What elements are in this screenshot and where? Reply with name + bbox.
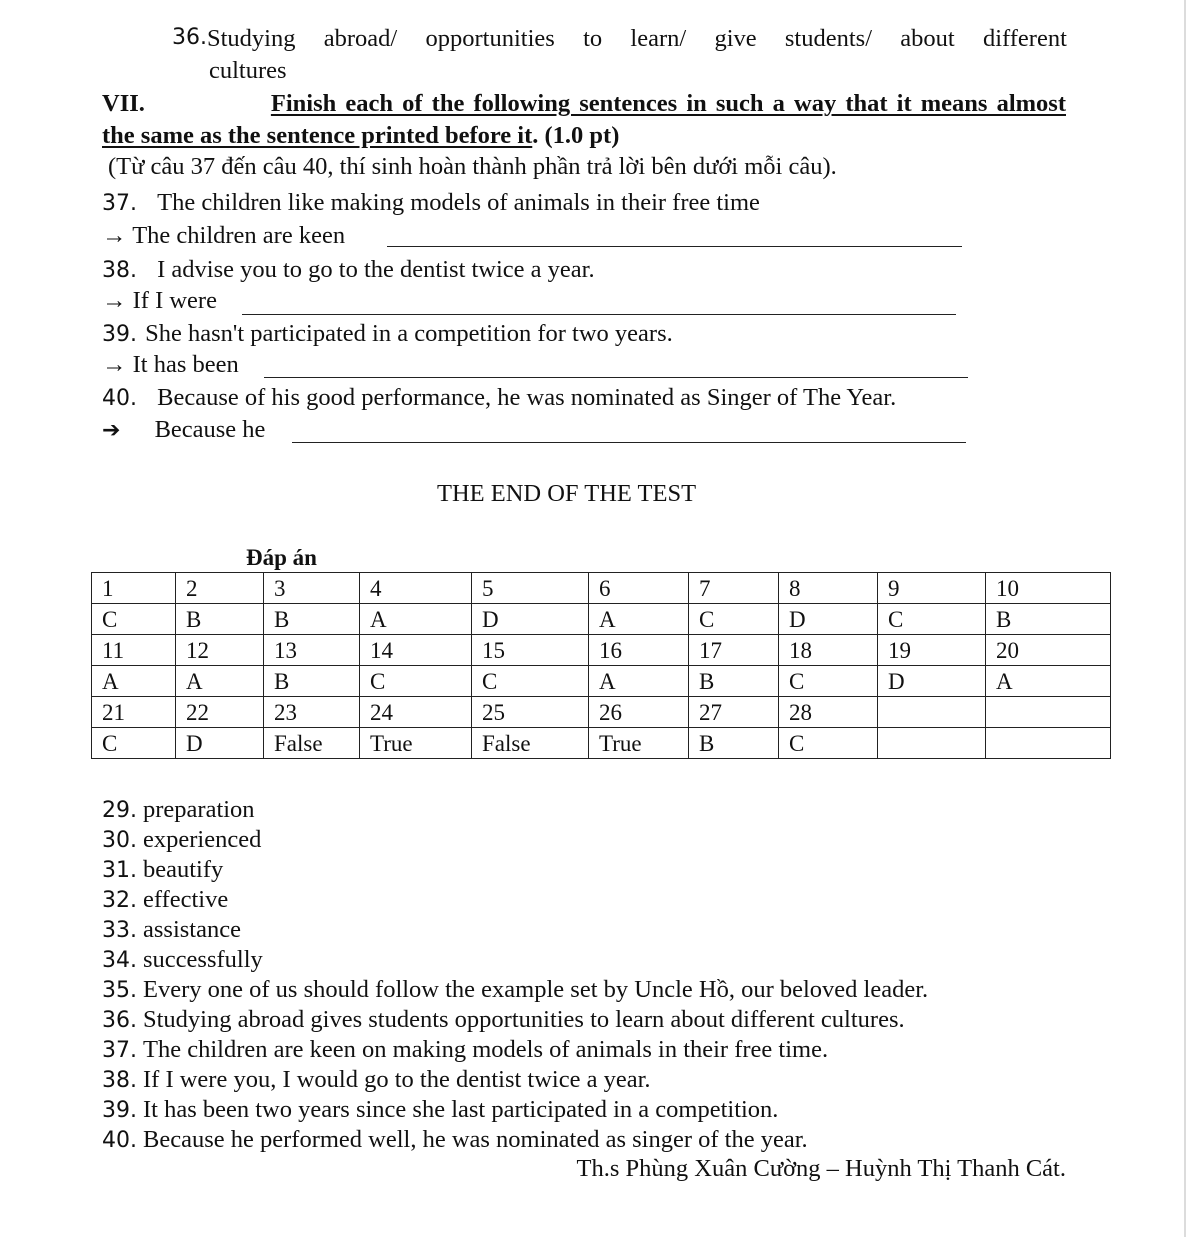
table-cell: B <box>689 666 779 697</box>
section-instruction: (Từ câu 37 đến câu 40, thí sinh hoàn thành phần trả lời bên dưới mỗi câu). <box>108 153 837 180</box>
arrow-icon: ➔ <box>102 418 121 443</box>
arrow-icon: → <box>102 287 127 314</box>
list-item <box>102 1008 905 1033</box>
list-item <box>102 1098 778 1123</box>
table-cell: 16 <box>589 635 689 666</box>
author-signature: Th.s Phùng Xuân Cường – Huỳnh Thị Thanh Cát. <box>576 1155 1066 1182</box>
table-cell: True <box>589 728 689 759</box>
table-cell: 4 <box>360 573 472 604</box>
answer-number: 37. <box>102 1038 137 1063</box>
table-row <box>92 728 1111 759</box>
q36-prompt <box>172 27 1067 52</box>
table-cell: 27 <box>689 697 779 728</box>
answer-start: The children are keen <box>132 222 346 249</box>
table-cell: 13 <box>264 635 360 666</box>
q36-word: about <box>900 25 955 52</box>
q36-word: learn/ <box>630 25 687 52</box>
end-of-test: THE END OF THE TEST <box>437 480 697 507</box>
table-cell: C <box>779 666 878 697</box>
table-cell: 14 <box>360 635 472 666</box>
table-cell: 3 <box>264 573 360 604</box>
list-item <box>102 888 228 913</box>
table-row <box>92 697 1111 728</box>
answer-text: It has been two years since she last participated in a competition. <box>143 1096 779 1123</box>
item-sentence: I advise you to go to the dentist twice a year. <box>157 256 595 283</box>
answer-text: successfully <box>143 946 263 973</box>
list-item <box>102 978 928 1003</box>
table-cell: B <box>986 604 1111 635</box>
table-cell: 1 <box>92 573 176 604</box>
table-cell: 5 <box>472 573 589 604</box>
table-row <box>92 604 1111 635</box>
item-number: 38. <box>102 258 137 283</box>
table-cell: False <box>472 728 589 759</box>
table-cell: D <box>779 604 878 635</box>
answer-number: 35. <box>102 978 137 1003</box>
table-cell: 19 <box>878 635 986 666</box>
answer-text: assistance <box>143 916 241 943</box>
arrow-icon: → <box>102 351 127 378</box>
table-cell: 26 <box>589 697 689 728</box>
answer-start: If I were <box>132 287 217 314</box>
table-cell: C <box>779 728 878 759</box>
table-cell: B <box>264 666 360 697</box>
rewrite-answer-40 <box>102 418 265 443</box>
answer-start: It has been <box>132 351 239 378</box>
table-cell: B <box>264 604 360 635</box>
table-cell: True <box>360 728 472 759</box>
item-number: 39. <box>102 322 137 347</box>
list-item <box>102 1068 651 1093</box>
table-cell: C <box>360 666 472 697</box>
list-item <box>102 948 263 973</box>
table-cell: A <box>176 666 264 697</box>
table-row <box>92 573 1111 604</box>
answer-number: 31. <box>102 858 137 883</box>
table-cell: 25 <box>472 697 589 728</box>
list-item <box>102 918 241 943</box>
table-cell <box>878 728 986 759</box>
item-sentence: The children like making models of animals in their free time <box>157 189 760 216</box>
item-sentence: Because of his good performance, he was nominated as Singer of The Year. <box>157 384 897 411</box>
table-row <box>92 666 1111 697</box>
answer-key-title: Đáp án <box>246 545 317 570</box>
answer-blank-38[interactable] <box>242 314 956 315</box>
list-item <box>102 828 261 853</box>
rewrite-item-38 <box>102 258 595 283</box>
answer-text: preparation <box>143 796 255 823</box>
item-number: 40. <box>102 386 137 411</box>
q36-word: give <box>714 25 757 52</box>
table-cell: C <box>689 604 779 635</box>
section-vii-heading-line1 <box>102 92 1066 117</box>
table-cell: 24 <box>360 697 472 728</box>
answer-text: experienced <box>143 826 262 853</box>
answer-number: 33. <box>102 918 137 943</box>
answer-key-body <box>92 573 1111 759</box>
answer-number: 38. <box>102 1068 137 1093</box>
q36-word: Studying <box>207 25 296 52</box>
section-vii-heading-line2 <box>102 124 619 149</box>
section-number: VII. <box>102 90 145 117</box>
table-cell: 21 <box>92 697 176 728</box>
answer-text: effective <box>143 886 229 913</box>
q36-word: abroad/ <box>323 25 398 52</box>
rewrite-answer-38 <box>102 289 217 314</box>
table-cell: 28 <box>779 697 878 728</box>
list-item <box>102 858 223 883</box>
table-cell: False <box>264 728 360 759</box>
answer-blank-39[interactable] <box>264 377 968 378</box>
answer-number: 32. <box>102 888 137 913</box>
table-cell: 17 <box>689 635 779 666</box>
table-cell: A <box>589 666 689 697</box>
table-cell <box>986 728 1111 759</box>
q36-line1 <box>172 27 1067 52</box>
table-cell: A <box>589 604 689 635</box>
answer-number: 29. <box>102 798 137 823</box>
table-cell: C <box>472 666 589 697</box>
answer-text: Every one of us should follow the example set by Uncle Hồ, our beloved leader. <box>143 976 929 1003</box>
answer-number: 30. <box>102 828 137 853</box>
answer-text: Studying abroad gives students opportunities to learn about different cultures. <box>143 1006 905 1033</box>
table-cell: B <box>176 604 264 635</box>
table-cell: 10 <box>986 573 1111 604</box>
list-item <box>102 798 255 823</box>
table-cell: 8 <box>779 573 878 604</box>
table-cell: 11 <box>92 635 176 666</box>
table-cell: 12 <box>176 635 264 666</box>
right-edge-divider <box>1184 0 1186 1237</box>
table-cell: 18 <box>779 635 878 666</box>
section-heading-points: . (1.0 pt) <box>532 122 620 149</box>
item-sentence: She hasn't participated in a competition for two years. <box>145 320 673 347</box>
table-cell: D <box>878 666 986 697</box>
table-cell: 6 <box>589 573 689 604</box>
table-cell: C <box>878 604 986 635</box>
answer-number: 39. <box>102 1098 137 1123</box>
rewrite-item-39 <box>102 322 673 347</box>
table-cell: D <box>472 604 589 635</box>
section-heading-underlined-2: the same as the sentence printed before it <box>102 122 533 149</box>
table-cell: B <box>689 728 779 759</box>
table-cell: 20 <box>986 635 1111 666</box>
answer-text: Because he performed well, he was nominated as singer of the year. <box>143 1126 808 1153</box>
table-cell: C <box>92 604 176 635</box>
q36-word: opportunities <box>425 25 555 52</box>
answer-blank-40[interactable] <box>292 442 966 443</box>
table-cell: A <box>360 604 472 635</box>
q36-line2: cultures <box>209 57 287 84</box>
q36-word: students/ <box>784 25 873 52</box>
answer-text: beautify <box>143 856 224 883</box>
answer-text: If I were you, I would go to the dentist twice a year. <box>143 1066 651 1093</box>
table-row <box>92 635 1111 666</box>
table-cell: 7 <box>689 573 779 604</box>
item-number: 37. <box>102 191 137 216</box>
answer-number: 40. <box>102 1128 137 1153</box>
rewrite-item-40 <box>102 386 896 411</box>
list-item <box>102 1128 808 1153</box>
table-cell: 22 <box>176 697 264 728</box>
answer-key-table <box>91 572 1111 759</box>
table-cell: D <box>176 728 264 759</box>
answer-number: 36. <box>102 1008 137 1033</box>
table-cell <box>986 697 1111 728</box>
q36-word: to <box>583 25 603 52</box>
q36-word: different <box>982 25 1067 52</box>
table-cell: 23 <box>264 697 360 728</box>
answer-number: 34. <box>102 948 137 973</box>
answer-start: Because he <box>154 416 266 443</box>
arrow-icon: → <box>102 222 127 249</box>
rewrite-answer-37 <box>102 224 345 249</box>
table-cell <box>878 697 986 728</box>
answer-blank-37[interactable] <box>387 246 962 247</box>
rewrite-answer-39 <box>102 353 239 378</box>
table-cell: A <box>92 666 176 697</box>
table-cell: 2 <box>176 573 264 604</box>
table-cell: C <box>92 728 176 759</box>
list-item <box>102 1038 828 1063</box>
answer-text: The children are keen on making models of animals in their free time. <box>143 1036 829 1063</box>
table-cell: 15 <box>472 635 589 666</box>
section-heading-underlined: Finish each of the following sentences in such a way that it means almost <box>270 90 1066 117</box>
q36-number: 36. <box>172 25 207 50</box>
rewrite-item-37 <box>102 191 760 216</box>
table-cell: A <box>986 666 1111 697</box>
table-cell: 9 <box>878 573 986 604</box>
